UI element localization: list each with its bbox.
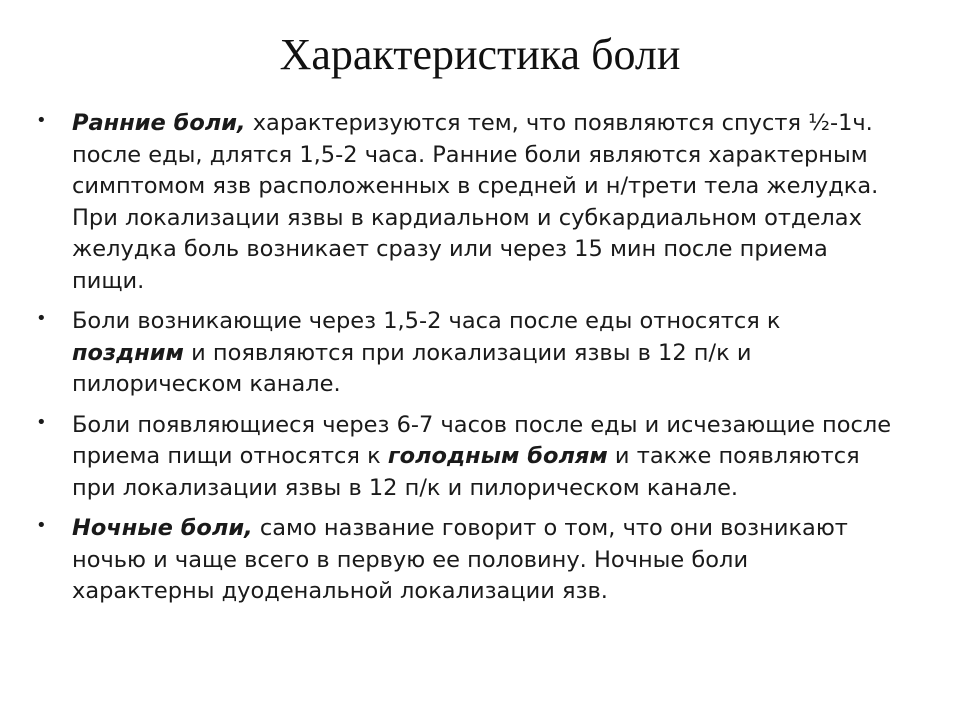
slide-title: Характеристика боли: [279, 30, 681, 79]
term-early-pain: Ранние боли,: [72, 110, 246, 136]
bullet-item-early-pain: [36, 108, 896, 297]
term-hunger-pain: голодным болям: [387, 443, 608, 469]
bullet-text: характеризуются тем, что появляются спустя ½-1ч. после еды, длятся 1,5-2 часа. Ранние боли являются характерным симптомом язв расположенных в средней и н/трети тела желудка. При локализации язвы в кардиальном и субкардиальном отделах желудка боль возникает сразу или через 15 мин после приема пищи.: [72, 110, 879, 294]
bullet-text: само название говорит о том, что они возникают ночью и чаще всего в первую ее половину. Ночные боли характерны дуоденальной локализации язв.: [72, 515, 848, 604]
term-late-pain: поздним: [72, 339, 184, 366]
bullet-icon: •: [36, 308, 47, 329]
bullet-item-late-pain: [36, 306, 896, 401]
bullet-text-after: и появляются при локализации язвы в 12 п/к и пилорическом канале.: [72, 339, 752, 397]
bullet-icon: •: [36, 110, 47, 131]
bullet-text-after: и также появляются при локализации язвы в 12 п/к и пилорическом канале.: [72, 443, 860, 501]
bullet-item-hunger-pain: [36, 410, 896, 505]
bullet-icon: •: [36, 515, 47, 536]
term-night-pain: Ночные боли,: [72, 515, 253, 541]
bullet-text-before: Боли возникающие через 1,5-2 часа после еды относятся к: [72, 308, 781, 334]
bullet-list: [36, 108, 896, 617]
bullet-item-night-pain: [36, 513, 896, 608]
bullet-icon: •: [36, 411, 47, 433]
bullet-text-before: Боли появляющиеся через 6-7 часов после еды и исчезающие после приема пищи относятся к: [72, 411, 892, 469]
